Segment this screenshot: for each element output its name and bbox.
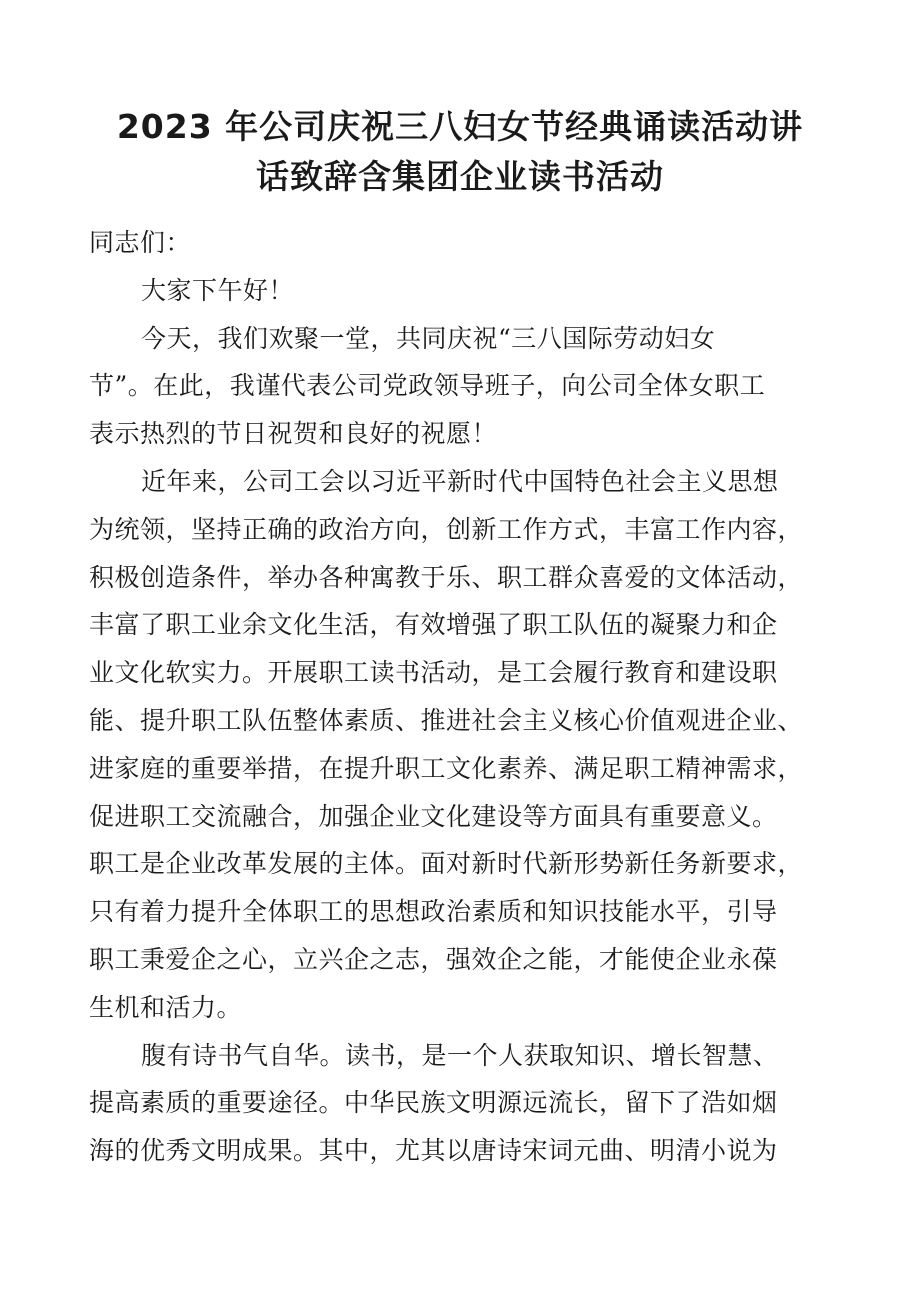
text-line: 近年来，公司工会以习近平新时代中国特色社会主义思想 — [141, 466, 779, 496]
text-line: 只有着力提升全体职工的思想政治素质和知识技能水平，引导 — [89, 897, 778, 927]
text-line: 为统领，坚持正确的政治方向，创新工作方式，丰富工作内容， — [89, 514, 804, 544]
text-line: 积极创造条件，举办各种寓教于乐、职工群众喜爱的文体活动， — [89, 562, 804, 592]
text-line: 大家下午好！ — [141, 275, 295, 305]
text-line: 腹有诗书气自华。读书，是一个人获取知识、增长智慧、 — [141, 1040, 779, 1070]
paragraph-lines — [89, 267, 861, 1175]
text-line: 能、提升职工队伍整体素质、推进社会主义核心价值观进企业、 — [89, 705, 804, 735]
text-line: 今天，我们欢聚一堂，共同庆祝“三八国际劳动妇女 — [141, 323, 716, 353]
text-line: 进家庭的重要举措，在提升职工文化素养、满足职工精神需求， — [89, 753, 804, 783]
text-line: 表示热烈的节日祝贺和良好的祝愿！ — [89, 419, 498, 449]
title-line-1: 2023 年公司庆祝三八妇女节经典诵读活动讲 — [116, 107, 804, 146]
text-line: 职工秉爱企之心，立兴企之志，强效企之能，才能使企业永葆 — [89, 944, 778, 974]
text-line: 生机和活力。 — [89, 992, 243, 1022]
text-line: 职工是企业改革发展的主体。面对新时代新形势新任务新要求， — [89, 849, 804, 879]
document-title — [0, 102, 920, 202]
document-body — [89, 219, 861, 1175]
text-line: 节”。在此，我谨代表公司党政领导班子，向公司全体女职工 — [89, 371, 766, 401]
title-line-2: 话致辞含集团企业读书活动 — [256, 157, 664, 196]
text-line: 促进职工交流融合，加强企业文化建设等方面具有重要意义。 — [89, 801, 778, 831]
salutation: 同志们： — [89, 228, 192, 257]
text-line: 业文化软实力。开展职工读书活动，是工会履行教育和建设职 — [89, 658, 778, 688]
text-line: 海的优秀文明成果。其中，尤其以唐诗宋词元曲、明清小说为 — [89, 1136, 778, 1166]
text-line: 提高素质的重要途径。中华民族文明源远流长，留下了浩如烟 — [89, 1088, 778, 1118]
text-line: 丰富了职工业余文化生活，有效增强了职工队伍的凝聚力和企 — [89, 610, 778, 640]
